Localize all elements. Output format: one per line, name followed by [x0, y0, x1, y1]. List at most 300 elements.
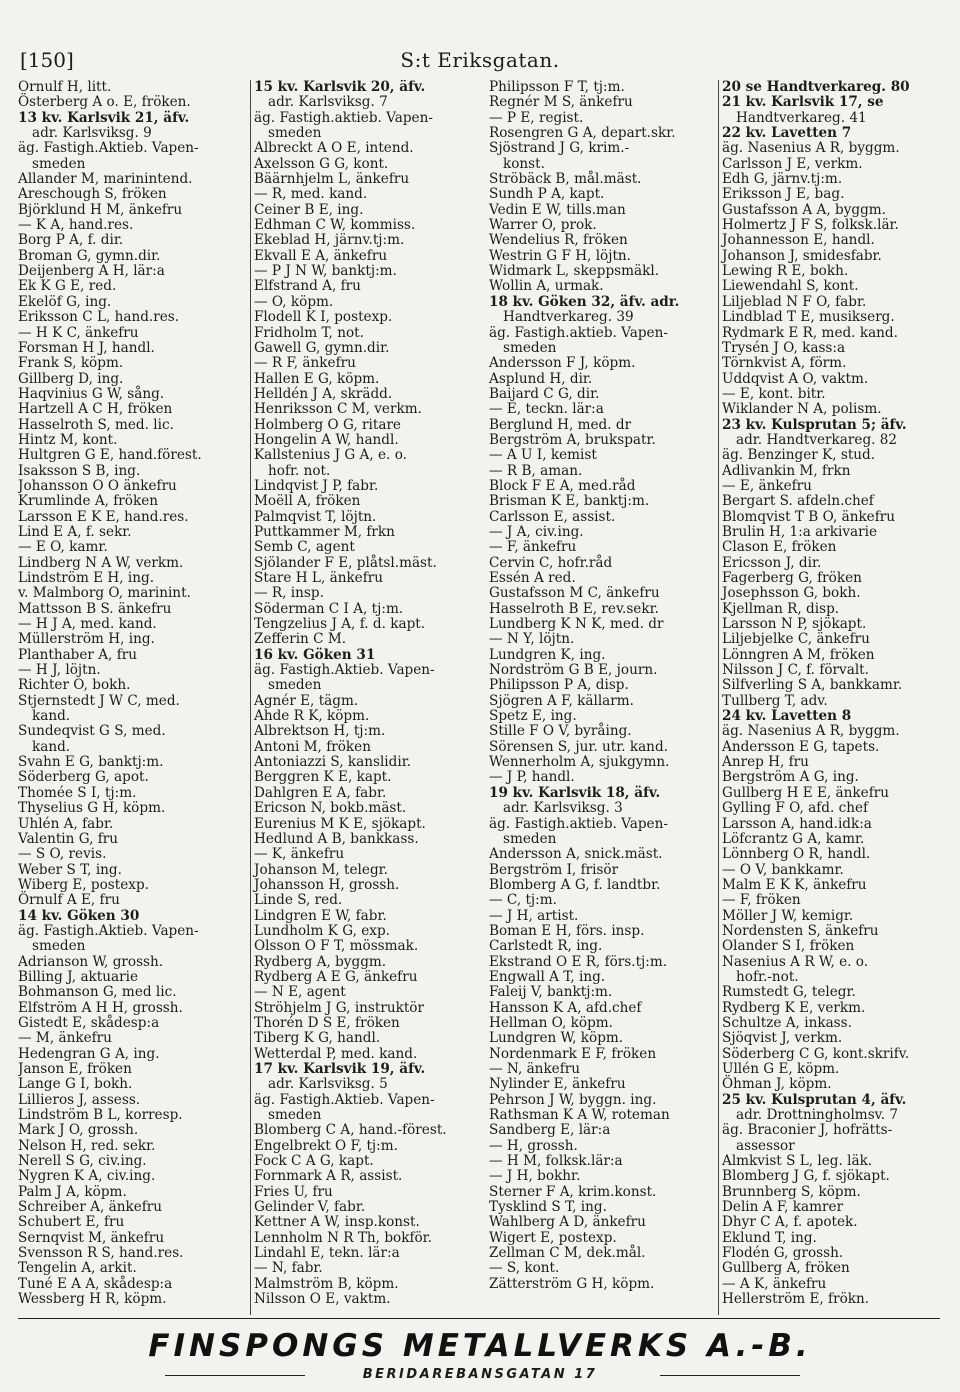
directory-entry: Liljebjelke C, änkefru [722, 631, 870, 648]
directory-entry: Nelson H, red. sekr. [18, 1137, 156, 1154]
directory-entry: Blomberg C A, hand.-förest. [254, 1122, 447, 1139]
directory-entry: Malmström B, köpm. [254, 1275, 399, 1292]
directory-entry: Wendelius R, fröken [489, 232, 628, 249]
directory-entry: Johanson J, smidesfabr. [722, 247, 882, 264]
directory-column-1 [18, 80, 250, 1315]
directory-entry: Anrep H, fru [722, 754, 809, 771]
directory-entry: Carlstedt R, ing. [489, 938, 603, 955]
directory-entry: Rydberg A E G, änkefru [254, 968, 418, 985]
directory-entry: — N E, agent [254, 984, 346, 1001]
directory-entry: Dhyr C A, f. apotek. [722, 1214, 858, 1231]
directory-entry: Fridholm T, not. [254, 324, 364, 341]
directory-entry: Kallstenius J G A, e. o. [254, 447, 407, 464]
block-heading: 22 kv. Lavetten 7 [722, 125, 852, 142]
directory-entry: Engwall A T, ing. [489, 968, 606, 985]
directory-entry: adr. Karlsviksg. 7 [268, 94, 388, 111]
directory-entry: Hallen E G, köpm. [254, 370, 380, 387]
directory-entry: — H, grossh. [489, 1137, 578, 1154]
directory-entry: Flodén G, grossh. [722, 1245, 844, 1262]
directory-entry: Flodell K I, postexp. [254, 309, 393, 326]
directory-entry: Widmark L, skeppsmäkl. [489, 263, 660, 280]
directory-entry: Adlivankin M, frkn [722, 462, 851, 479]
directory-entry: Hasselroth S, med. lic. [18, 416, 174, 433]
directory-entry: — P E, regist. [489, 109, 584, 126]
directory-entry: Frank S, köpm. [18, 355, 124, 372]
directory-entry: Tengzelius J A, f. d. kapt. [254, 616, 426, 633]
directory-entry: Block F E A, med.råd [489, 477, 636, 494]
directory-entry: Engelbrekt O F, tj:m. [254, 1137, 398, 1154]
directory-entry: Lennholm N R Th, bokför. [254, 1229, 432, 1246]
directory-entry: Delin A F, kamrer [722, 1199, 844, 1216]
directory-entry: Örnulf A E, fru [18, 892, 120, 909]
directory-entry: hofr. not. [268, 462, 331, 479]
directory-entry: Rydberg A, byggm. [254, 953, 387, 970]
directory-entry: Schreiber A, änkefru [18, 1199, 163, 1216]
street-title: S:t Eriksgatan. [400, 48, 560, 72]
directory-entry: Rydmark E R, med. kand. [722, 324, 898, 341]
directory-entry: Liewendahl S, kont. [722, 278, 859, 295]
directory-entry: Bäärnhjelm L, änkefru [254, 171, 410, 188]
directory-entry: Josephsson G, bokh. [722, 585, 861, 602]
directory-entry: Philipsson F T, tj:m. [489, 80, 625, 95]
directory-entry: Brulin H, 1:a arkivarie [722, 523, 878, 540]
directory-entry: äg. Nasenius A R, byggm. [722, 140, 900, 157]
directory-entry: — O, köpm. [254, 293, 334, 310]
directory-entry: — M, änkefru [18, 1030, 112, 1047]
directory-entry: Pehrson J W, byggn. ing. [489, 1091, 657, 1108]
directory-entry: Carlsson J E, verkm. [722, 155, 863, 172]
directory-entry: — A K, änkefru [722, 1275, 827, 1292]
directory-entry: Kjellman R, disp. [722, 600, 840, 617]
block-heading: 21 kv. Karlsvik 17, se [722, 94, 884, 111]
directory-entry: Lundberg K N K, med. dr [489, 616, 664, 633]
directory-entry: adr. Karlsviksg. 3 [503, 800, 623, 817]
directory-entry: smeden [268, 125, 322, 142]
directory-entry: Antoniazzi S, kanslidir. [254, 754, 412, 771]
directory-entry: Bergart S. afdeln.chef [722, 493, 874, 510]
directory-entry: Wennerholm A, sjukgymn. [489, 754, 670, 771]
directory-entry: Brisman K E, banktj:m. [489, 493, 650, 510]
directory-entry: äg. Fastigh.aktieb. Vapen- [489, 815, 668, 832]
directory-entry: Fornmark A R, assist. [254, 1168, 403, 1185]
directory-entry: Hartzell A C H, fröken [18, 401, 173, 418]
block-heading: 20 se Handtverkareg. 80 [722, 80, 910, 95]
directory-entry: Hedlund A B, bankkass. [254, 830, 419, 847]
directory-entry: smeden [268, 1107, 322, 1124]
directory-entry: Lillieros J, assess. [18, 1091, 141, 1108]
directory-entry: Lundgren W, köpm. [489, 1030, 624, 1047]
directory-entry: — N, änkefru [489, 1061, 581, 1077]
directory-entry: Lindqvist J P, fabr. [254, 477, 379, 494]
directory-entry: Blomberg J G, f. sjökapt. [722, 1168, 890, 1185]
directory-entry: — E O, kamr. [18, 539, 108, 556]
page-number: [150] [20, 48, 74, 72]
directory-entry: Lind E A, f. sekr. [18, 523, 132, 540]
directory-entry: hofr.-not. [736, 968, 799, 985]
directory-entry: Sjöstrand J G, krim.- [489, 140, 630, 157]
directory-entry: — F, fröken [722, 892, 801, 909]
directory-entry: Lönngren A M, fröken [722, 646, 875, 663]
directory-entry: Thomée S I, tj:m. [18, 784, 137, 801]
directory-entry: Johansson O O änkefru [18, 477, 177, 494]
directory-entry: Nasenius A R W, e. o. [722, 953, 869, 970]
directory-entry: Handtverkareg. 41 [736, 109, 867, 126]
directory-entry: Hongelin A W, handl. [254, 431, 399, 448]
directory-entry: äg. Fastigh.aktieb. Vapen- [489, 324, 668, 341]
directory-entry: Sjögren A F, källarm. [489, 692, 634, 709]
directory-entry: Mattsson B S. änkefru [18, 600, 172, 617]
directory-entry: adr. Handtverkareg. 82 [736, 431, 898, 448]
directory-entry: Tengelin A, arkit. [18, 1260, 137, 1277]
directory-entry: Ekstrand O E R, förs.tj:m. [489, 953, 668, 970]
directory-entry: Lewing R E, bokh. [722, 263, 849, 280]
directory-entry: — F, änkefru [489, 539, 577, 556]
directory-entry: Essén A red. [489, 570, 576, 586]
directory-entry: — J H, bokhr. [489, 1168, 581, 1185]
directory-entry: Nerell S G, civ.ing. [18, 1153, 147, 1170]
directory-entry: Edhman C W, kommiss. [254, 217, 416, 234]
directory-entry: — E, änkefru [722, 477, 812, 494]
block-heading: 15 kv. Karlsvik 20, äfv. [254, 80, 426, 95]
directory-entry: Nylinder E, änkefru [489, 1076, 626, 1093]
directory-entry: Hansson K A, afd.chef [489, 999, 642, 1016]
directory-entry: Björklund H M, änkefru [18, 201, 183, 218]
directory-column-2 [250, 80, 486, 1315]
directory-entry: Thorén D S E, fröken [254, 1014, 400, 1031]
directory-entry: Holmertz J F S, folksk.lär. [722, 217, 899, 234]
directory-entry: Örnulf H, litt. [18, 80, 112, 95]
directory-entry: Broman G, gymn.dir. [18, 247, 161, 264]
directory-entry: Stille F O V, byråing. [489, 723, 632, 740]
directory-entry: äg. Fastigh.Aktieb. Vapen- [18, 922, 199, 939]
directory-entry: Andersson E G, tapets. [722, 738, 880, 755]
directory-entry: Krumlinde A, fröken [18, 493, 159, 510]
block-heading: 17 kv. Karlsvik 19, äfv. [254, 1061, 426, 1077]
directory-entry: — N, fabr. [254, 1260, 323, 1277]
directory-entry: — N Y, löjtn. [489, 631, 575, 648]
directory-entry: Billing J, aktuarie [18, 968, 139, 985]
directory-entry: Lundgren K, ing. [489, 646, 606, 663]
directory-entry: Bergström A G, ing. [722, 769, 859, 786]
directory-entry: äg. Benzinger K, stud. [722, 447, 876, 464]
block-heading: 14 kv. Göken 30 [18, 907, 140, 924]
directory-entry: — K A, hand.res. [18, 217, 134, 234]
directory-entry: — S O, revis. [18, 846, 107, 863]
directory-entry: Blomberg A G, f. landtbr. [489, 876, 661, 893]
directory-entry: Vedin E W, tills.man [489, 201, 626, 218]
directory-entry: Tysklind S T, ing. [489, 1199, 607, 1216]
directory-entry: Lindberg N A W, verkm. [18, 554, 184, 571]
directory-entry: — J P, handl. [489, 769, 575, 786]
directory-entry: Boman E H, förs. insp. [489, 922, 645, 939]
directory-entry: — R, insp. [254, 585, 324, 602]
directory-entry: Gullberg A, fröken [722, 1260, 850, 1277]
directory-column-3 [486, 80, 718, 1315]
directory-entry: Wessberg H R, köpm. [18, 1291, 167, 1308]
directory-entry: smeden [503, 339, 557, 356]
directory-entry: Baijard C G, dir. [489, 385, 600, 402]
directory-entry: Elfstrand A, fru [254, 278, 361, 295]
directory-columns [18, 80, 948, 1315]
directory-column-4 [718, 80, 944, 1315]
directory-entry: Linde S, red. [254, 892, 343, 909]
directory-entry: äg. Fastigh.Aktieb. Vapen- [18, 140, 199, 157]
directory-entry: — E, kont. bitr. [722, 385, 826, 402]
directory-entry: Tullberg T, adv. [722, 692, 828, 709]
directory-entry: Sjöqvist J, verkm. [722, 1030, 843, 1047]
directory-entry: Schubert E, fru [18, 1214, 125, 1231]
directory-entry: Nordström G B E, journ. [489, 662, 658, 679]
directory-entry: Öhman J, köpm. [722, 1076, 832, 1093]
directory-entry: Löfcrantz G A, kamr. [722, 830, 865, 847]
directory-entry: — H M, folksk.lär:a [489, 1153, 623, 1170]
advert-address: BERIDAREBANSGATAN 17 [362, 1367, 598, 1382]
directory-entry: Gustafsson A A, byggm. [722, 201, 886, 218]
directory-entry: Lindahl E, tekn. lär:a [254, 1245, 400, 1262]
block-heading: 19 kv. Karlsvik 18, äfv. [489, 784, 661, 801]
directory-entry: Edh G, järnv.tj:m. [722, 171, 843, 188]
directory-entry: kand. [32, 738, 71, 755]
directory-entry: Nilsson O E, vaktm. [254, 1291, 391, 1308]
directory-entry: äg. Fastigh.aktieb. Vapen- [254, 109, 433, 126]
directory-entry: Adrianson W, grossh. [18, 953, 164, 970]
directory-entry: Sterner F A, krim.konst. [489, 1183, 657, 1200]
directory-entry: — O V, bankkamr. [722, 861, 844, 878]
directory-entry: Fries U, fru [254, 1183, 333, 1200]
block-heading: 25 kv. Kulsprutan 4, äfv. [722, 1091, 907, 1108]
directory-entry: — H J A, med. kand. [18, 616, 157, 633]
directory-entry: Bergström I, frisör [489, 861, 619, 878]
directory-entry: Gullberg H E E, änkefru [722, 784, 889, 801]
directory-entry: Thyselius G H, köpm. [18, 800, 166, 817]
directory-entry: Regnér M S, änkefru [489, 94, 633, 111]
directory-entry: Ullén G E, köpm. [722, 1061, 840, 1077]
block-heading: 13 kv. Karlsvik 21, äfv. [18, 109, 190, 126]
directory-entry: Weber S T, ing. [18, 861, 122, 878]
directory-entry: Sernqvist M, änkefru [18, 1229, 165, 1246]
directory-entry: Müllerström H, ing. [18, 631, 155, 648]
directory-entry: Söderman C I A, tj:m. [254, 600, 404, 617]
directory-entry: smeden [268, 677, 322, 694]
directory-entry: Isaksson S B, ing. [18, 462, 141, 479]
directory-entry: Bohmanson G, med lic. [18, 984, 177, 1001]
directory-entry: Ekelöf G, ing. [18, 293, 112, 310]
directory-entry: Johannesson E, handl. [722, 232, 875, 249]
advert-line-right [660, 1375, 800, 1376]
directory-entry: Richter O, bokh. [18, 677, 131, 694]
directory-entry: Andersson F J, köpm. [489, 355, 636, 372]
directory-entry: Holmberg O G, ritare [254, 416, 401, 433]
directory-entry: — R F, änkefru [254, 355, 356, 372]
directory-entry: adr. Karlsviksg. 5 [268, 1076, 388, 1093]
directory-entry: — E, teckn. lär:a [489, 401, 604, 418]
directory-entry: smeden [32, 155, 86, 172]
directory-entry: Zätterström G H, köpm. [489, 1275, 655, 1292]
directory-entry: Uddqvist A O, vaktm. [722, 370, 869, 387]
directory-entry: — C, tj:m. [489, 892, 557, 909]
directory-entry: Svahn E G, banktj:m. [18, 754, 164, 771]
directory-entry: — S, kont. [489, 1260, 560, 1277]
directory-entry: Kettner A W, insp.konst. [254, 1214, 420, 1231]
directory-entry: Albreckt A O E, intend. [254, 140, 414, 157]
directory-entry: Ericson N, bokb.mäst. [254, 800, 407, 817]
directory-entry: — H K C, änkefru [18, 324, 139, 341]
advert-company: FINSPONGS METALLVERKS A.-B. [148, 1328, 812, 1364]
directory-entry: Carlsson E, assist. [489, 508, 616, 525]
directory-entry: Wollin A, urmak. [489, 278, 604, 295]
block-heading: 24 kv. Lavetten 8 [722, 708, 852, 725]
directory-entry: Axelsson G G, kont. [254, 155, 389, 172]
directory-entry: Eklund T, ing. [722, 1229, 817, 1246]
directory-entry: Stare H L, änkefru [254, 570, 384, 586]
directory-entry: Andersson A, snick.mäst. [489, 846, 663, 863]
directory-entry: Rydberg K E, verkm. [722, 999, 866, 1016]
directory-entry: — R, med. kand. [254, 186, 368, 203]
directory-entry: Gustafsson M C, änkefru [489, 585, 660, 602]
directory-entry: Gelinder V, fabr. [254, 1199, 366, 1216]
directory-entry: Hedengran G A, ing. [18, 1045, 160, 1062]
directory-entry: Clason E, fröken [722, 539, 837, 556]
directory-entry: Nilsson J C, f. förvalt. [722, 662, 869, 679]
directory-entry: adr. Karlsviksg. 9 [32, 125, 152, 142]
directory-entry: — H J, löjtn. [18, 662, 101, 679]
directory-entry: Zellman C M, dek.mål. [489, 1245, 646, 1262]
directory-entry: Malm E K K, änkefru [722, 876, 867, 893]
directory-entry: Uhlén A, fabr. [18, 815, 114, 832]
directory-entry: äg. Braconier J, hofrätts- [722, 1122, 893, 1139]
directory-entry: assessor [736, 1137, 795, 1154]
directory-entry: Puttkammer M, frkn [254, 523, 395, 540]
directory-entry: Faleij V, banktj:m. [489, 984, 613, 1001]
directory-entry: Allander M, marinintend. [18, 171, 193, 188]
directory-entry: Tiberg K G, handl. [254, 1030, 381, 1047]
directory-entry: Rumstedt G, telegr. [722, 984, 856, 1001]
directory-entry: äg. Fastigh.Aktieb. Vapen- [254, 662, 435, 679]
directory-entry: Söderberg G, apot. [18, 769, 149, 786]
directory-entry: Johansson H, grossh. [254, 876, 400, 893]
directory-entry: Deijenberg A H, lär:a [18, 263, 165, 280]
directory-entry: Palmqvist T, löjtn. [254, 508, 377, 525]
directory-entry: Söderberg C G, kont.skrifv. [722, 1045, 910, 1062]
directory-entry: Handtverkareg. 39 [503, 309, 634, 326]
directory-entry: Sundeqvist G S, med. [18, 723, 166, 740]
directory-entry: Albrektson H, tj:m. [254, 723, 386, 740]
directory-entry: Lindström E H, ing. [18, 570, 155, 586]
directory-entry: kand. [32, 708, 71, 725]
directory-entry: Zefferin C M. [254, 631, 347, 648]
directory-entry: konst. [503, 155, 545, 172]
directory-entry: Lindgren E W, fabr. [254, 907, 387, 924]
directory-entry: Larsson N P, sjökapt. [722, 616, 867, 633]
directory-entry: Ströbäck B, mål.mäst. [489, 171, 642, 188]
directory-entry: — P J N W, banktj:m. [254, 263, 397, 280]
directory-entry: Almkvist S L, leg. läk. [722, 1153, 873, 1170]
directory-entry: Hellerström E, frökn. [722, 1291, 870, 1308]
directory-entry: Lange G I, bokh. [18, 1076, 133, 1093]
directory-entry: Österberg A o. E, fröken. [18, 94, 191, 111]
directory-entry: adr. Drottningholmsv. 7 [736, 1107, 899, 1124]
directory-entry: Forsman H J, handl. [18, 339, 155, 356]
directory-entry: Sjölander F E, plåtsl.mäst. [254, 554, 437, 571]
directory-entry: Nygren K A, civ.ing. [18, 1168, 156, 1185]
directory-entry: Ceiner B E, ing. [254, 201, 364, 218]
directory-entry: — A U I, kemist [489, 447, 597, 464]
directory-entry: Olsson O F T, mössmak. [254, 938, 419, 955]
directory-entry: Svensson R S, hand.res. [18, 1245, 184, 1262]
directory-entry: — K, änkefru [254, 846, 345, 863]
directory-entry: Tuné E A A, skådesp:a [18, 1275, 173, 1292]
directory-entry: — J A, civ.ing. [489, 523, 584, 540]
directory-entry: Törnkvist A, förm. [722, 355, 847, 372]
directory-entry: — R B, aman. [489, 462, 583, 479]
directory-entry: Ekvall E A, änkefru [254, 247, 388, 264]
directory-entry: Valentin G, fru [18, 830, 119, 847]
block-heading: 18 kv. Göken 32, äfv. adr. [489, 293, 680, 310]
directory-entry: Sörensen S, jur. utr. kand. [489, 738, 668, 755]
directory-entry: Brunnberg S, köpm. [722, 1183, 861, 1200]
directory-entry: Philipsson P A, disp. [489, 677, 629, 694]
directory-entry: Eriksson C L, hand.res. [18, 309, 180, 326]
directory-entry: Gillberg D, ing. [18, 370, 124, 387]
directory-entry: Möller J W, kemigr. [722, 907, 854, 924]
directory-entry: Eriksson J E, bag. [722, 186, 845, 203]
directory-entry: Haqvinius G W, sång. [18, 385, 165, 402]
directory-entry: Blomqvist T B O, änkefru [722, 508, 896, 525]
directory-entry: Johanson M, telegr. [254, 861, 388, 878]
directory-entry: Berggren K E, kapt. [254, 769, 392, 786]
directory-entry: Ek K G E, red. [18, 278, 117, 295]
directory-entry: Lindström B L, korresp. [18, 1107, 183, 1124]
directory-entry: Lönnberg O R, handl. [722, 846, 871, 863]
directory-entry: Wiklander N A, polism. [722, 401, 882, 418]
directory-entry: Olander S I, fröken [722, 938, 855, 955]
directory-entry: Lindblad T E, musikserg. [722, 309, 895, 326]
directory-entry: Semb C, agent [254, 539, 355, 556]
directory-entry: Planthaber A, fru [18, 646, 137, 663]
directory-entry: Hellman O, köpm. [489, 1014, 613, 1031]
directory-entry: Rosengren G A, depart.skr. [489, 125, 676, 142]
directory-entry: Wetterdal P, med. kand. [254, 1045, 418, 1062]
directory-entry: Dahlgren E A, fabr. [254, 784, 387, 801]
directory-entry: Berglund H, med. dr [489, 416, 632, 433]
directory-entry: Schultze A, inkass. [722, 1014, 852, 1031]
directory-entry: v. Malmborg O, marinint. [18, 585, 191, 602]
directory-entry: Hultgren G E, hand.förest. [18, 447, 202, 464]
directory-entry: Ericsson J, dir. [722, 554, 822, 571]
directory-entry: äg. Fastigh.Aktieb. Vapen- [254, 1091, 435, 1108]
directory-entry: smeden [503, 830, 557, 847]
directory-entry: äg. Nasenius A R, byggm. [722, 723, 900, 740]
directory-entry: Asplund H, dir. [489, 370, 593, 387]
directory-entry: Wiberg E, postexp. [18, 876, 149, 893]
directory-entry: Larsson E K E, hand.res. [18, 508, 189, 525]
directory-entry: Elfström A H H, grossh. [18, 999, 183, 1016]
directory-entry: Sundh P A, kapt. [489, 186, 605, 203]
directory-entry: Warrer O, prok. [489, 217, 597, 234]
directory-entry: Ströhjelm J G, instruktör [254, 999, 424, 1016]
directory-entry: Larsson A, hand.idk:a [722, 815, 872, 832]
directory-entry: Silfverling S A, bankkamr. [722, 677, 903, 694]
directory-entry: smeden [32, 938, 86, 955]
directory-entry: Trysén J O, kass:a [722, 339, 846, 356]
directory-entry: Antoni M, fröken [254, 738, 371, 755]
footer-rule [18, 1318, 940, 1319]
directory-entry: Spetz E, ing. [489, 708, 577, 725]
block-heading: 23 kv. Kulsprutan 5; äfv. [722, 416, 907, 433]
directory-entry: Fagerberg G, fröken [722, 570, 862, 586]
directory-entry: Lundholm K G, exp. [254, 922, 390, 939]
directory-entry: Ekeblad H, järnv.tj:m. [254, 232, 405, 249]
